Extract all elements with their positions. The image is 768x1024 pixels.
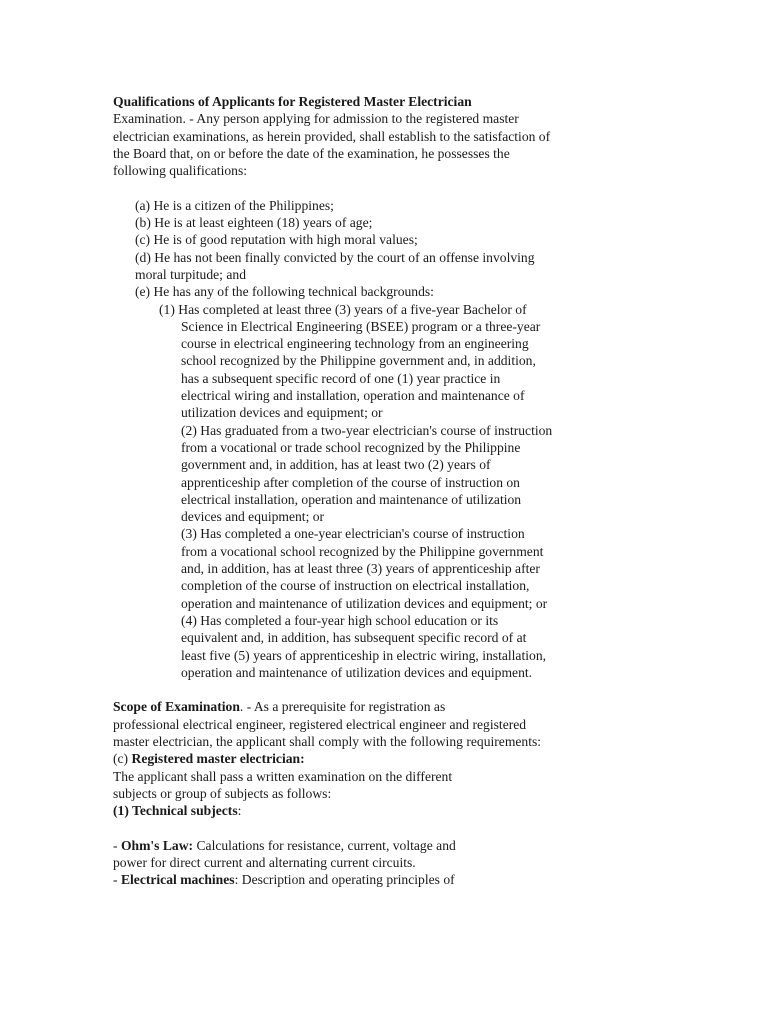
registered-master-electrician-label: Registered master electrician:: [131, 751, 305, 767]
qualification-item-e: (e) He has any of the following technical backgrounds:: [135, 284, 434, 300]
qualification-item-a: (a) He is a citizen of the Philippines;: [135, 197, 334, 213]
intro-line: following qualifications:: [113, 163, 248, 179]
technical-subjects-colon: :: [237, 803, 242, 819]
background-2-line: (2) Has graduated from a two-year electrician's course of instruction: [181, 422, 553, 438]
qualifications-heading: Qualifications of Applicants for Registered Master Electrician: [113, 94, 472, 109]
exam-line: subjects or group of subjects as follows:: [113, 785, 332, 801]
intro-line: electrician examinations, as herein provided, shall establish to the satisfaction of: [113, 128, 551, 144]
background-4-line: least five (5) years of apprenticeship in electric wiring, installation,: [181, 647, 547, 663]
qualification-item-b: (b) He is at least eighteen (18) years of age;: [135, 215, 373, 231]
background-1-line: Science in Electrical Engineering (BSEE) program or a three-year: [181, 318, 541, 334]
scope-heading: Scope of Examination: [113, 699, 240, 715]
item-c-prefix: (c): [113, 751, 132, 767]
background-3-line: from a vocational school recognized by the Philippine government: [181, 543, 544, 559]
electrical-machines-dash: -: [113, 872, 121, 888]
electrical-machines-line: [113, 871, 613, 888]
exam-line: The applicant shall pass a written examination on the different: [113, 768, 453, 784]
registered-master-electrician-line: [113, 750, 613, 767]
background-3-line: completion of the course of instruction on electrical installation,: [181, 578, 530, 594]
background-2-line: electrical installation, operation and maintenance of utilization: [181, 491, 522, 507]
background-4-line: equivalent and, in addition, has subsequent specific record of at: [181, 630, 527, 646]
background-2-line: apprenticeship after completion of the course of instruction on: [181, 474, 520, 490]
intro-line: the Board that, on or before the date of the examination, he possesses the: [113, 145, 510, 161]
background-1-line: (1) Has completed at least three (3) years of a five-year Bachelor of: [159, 301, 527, 317]
qualification-item-d: (d) He has not been finally convicted by the court of an offense involving: [135, 249, 535, 265]
background-3-line: (3) Has completed a one-year electrician's course of instruction: [181, 526, 525, 542]
scope-line: professional electrical engineer, registered electrical engineer and registered: [113, 716, 527, 732]
document-page: [113, 93, 613, 889]
background-1-line: school recognized by the Philippine government and, in addition,: [181, 353, 536, 369]
background-4-line: (4) Has completed a four-year high school education or its: [181, 612, 499, 628]
background-2-line: devices and equipment; or: [181, 509, 325, 525]
background-1-line: course in electrical engineering technology from an engineering: [181, 336, 529, 352]
background-4-line: operation and maintenance of utilization devices and equipment.: [181, 664, 533, 680]
ohms-law-line: [113, 837, 613, 854]
qualification-item-d-cont: moral turpitude; and: [135, 266, 246, 282]
electrical-machines-label: Electrical machines: [120, 872, 235, 888]
technical-subjects-label: (1) Technical subjects: [113, 803, 238, 819]
scope-heading-rest: . - As a prerequisite for registration as: [239, 699, 446, 715]
electrical-machines-text: : Description and operating principles of: [234, 872, 455, 888]
background-2-line: from a vocational or trade school recognized by the Philippine: [181, 439, 521, 455]
scope-line: master electrician, the applicant shall comply with the following requirements:: [113, 733, 542, 749]
background-3-line: and, in addition, has at least three (3) years of apprenticeship after: [181, 561, 540, 577]
scope-heading-line: [113, 698, 613, 715]
intro-line: Examination. - Any person applying for admission to the registered master: [113, 111, 519, 127]
ohms-law-text: Calculations for resistance, current, voltage and: [193, 837, 456, 853]
background-1-line: has a subsequent specific record of one (1) year practice in: [181, 370, 501, 386]
ohms-law-line-2: power for direct current and alternating current circuits.: [113, 855, 416, 871]
background-1-line: utilization devices and equipment; or: [181, 405, 383, 421]
background-3-line: operation and maintenance of utilization devices and equipment; or: [181, 595, 548, 611]
ohms-law-dash: -: [113, 837, 121, 853]
qualification-item-c: (c) He is of good reputation with high moral values;: [135, 232, 418, 248]
ohms-law-label: Ohm's Law:: [120, 837, 194, 853]
technical-subjects-line: [113, 802, 613, 819]
background-1-line: electrical wiring and installation, operation and maintenance of: [181, 388, 525, 404]
background-2-line: government and, in addition, has at least two (2) years of: [181, 457, 491, 473]
